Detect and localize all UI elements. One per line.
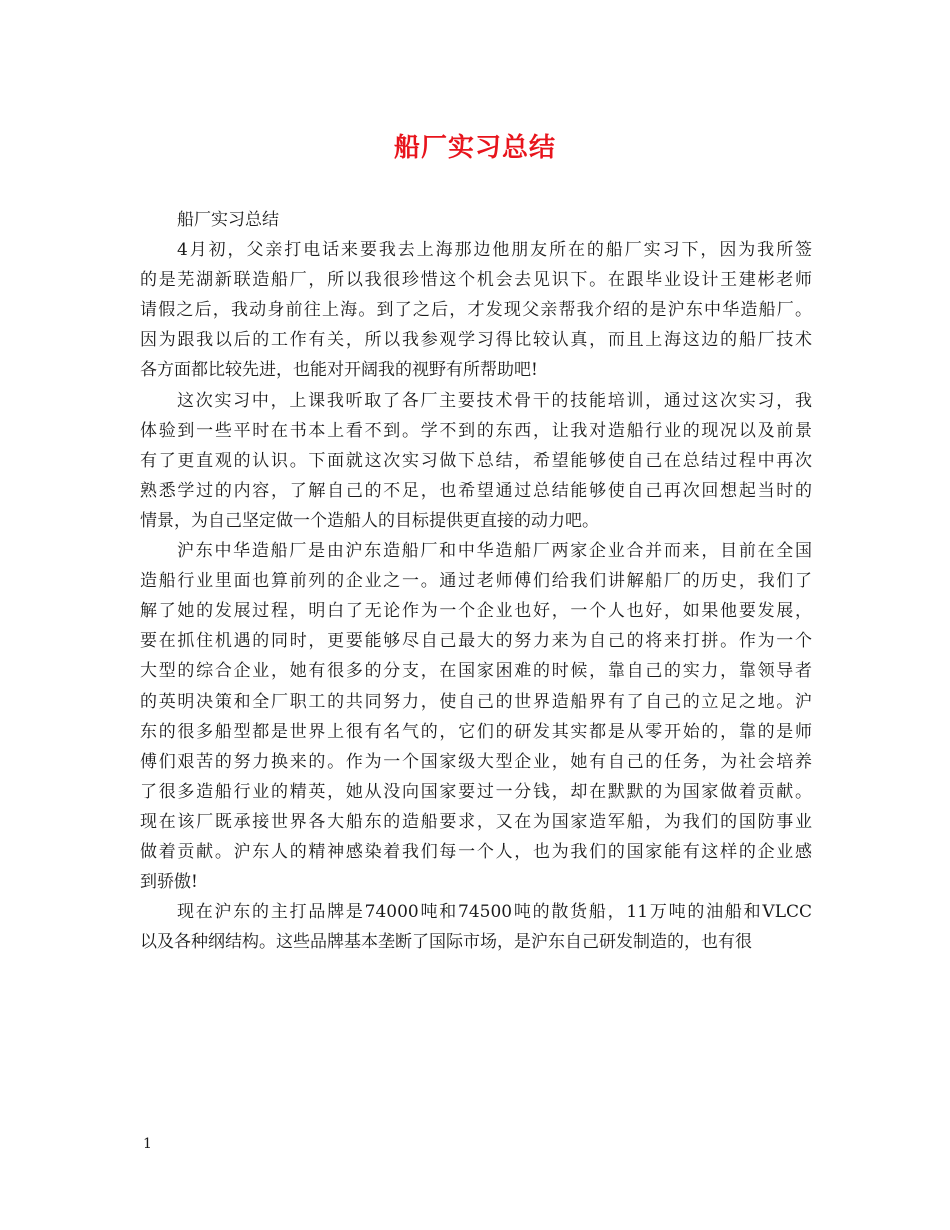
paragraph-line: 的是芜湖新联造船厂，所以我很珍惜这个机会去见识下。在跟毕业设计王建彬老师 xyxy=(140,270,812,291)
paragraph-line: 大型的综合企业，她有很多的分支，在国家困难的时候，靠自己的实力，靠领导者 xyxy=(140,661,812,682)
paragraph-line: 以及各种纲结构。这些品牌基本垄断了国际市场，是沪东自己研发制造的，也有很 xyxy=(140,932,752,953)
paragraph-line: 要在抓住机遇的同时，更要能够尽自己最大的努力来为自己的将来打拼。作为一个 xyxy=(140,631,812,652)
paragraph-line: 傅们艰苦的努力换来的。作为一个国家级大型企业，她有自己的任务，为社会培养 xyxy=(140,751,812,772)
paragraph-line: 解了她的发展过程，明白了无论作为一个企业也好，一个人也好，如果他要发展， xyxy=(140,601,812,622)
paragraph-line: 到骄傲! xyxy=(140,872,198,893)
paragraph-line: 船厂实习总结 xyxy=(177,210,279,230)
document-title: 船厂实习总结 xyxy=(393,133,556,163)
paragraph-line: 现在沪东的主打品牌是74000吨和74500吨的散货船，11万吨的油船和VLCC xyxy=(177,902,812,923)
paragraph xyxy=(140,536,812,897)
paragraph xyxy=(140,205,812,235)
paragraph-line: 的英明决策和全厂职工的共同努力，使自己的世界造船界有了自己的立足之地。沪 xyxy=(140,691,812,712)
paragraph-line: 熟悉学过的内容，了解自己的不足，也希望通过总结能够使自己再次回想起当时的 xyxy=(140,480,812,501)
paragraph-line: 因为跟我以后的工作有关，所以我参观学习得比较认真，而且上海这边的船厂技术 xyxy=(140,330,812,351)
paragraph-line: 了很多造船行业的精英，她从没向国家要过一分钱，却在默默的为国家做着贡献。 xyxy=(140,781,812,802)
document-body xyxy=(140,205,812,957)
paragraph-line: 造船行业里面也算前列的企业之一。通过老师傅们给我们讲解船厂的历史，我们了 xyxy=(140,571,812,592)
paragraph-line: 现在该厂既承接世界各大船东的造船要求，又在为国家造军船，为我们的国防事业 xyxy=(140,811,812,832)
paragraph-line: 这次实习中，上课我听取了各厂主要技术骨干的技能培训，通过这次实习，我 xyxy=(177,390,812,411)
paragraph-line: 体验到一些平时在书本上看不到。学不到的东西，让我对造船行业的现况以及前景 xyxy=(140,420,812,441)
paragraph-line: 各方面都比较先进，也能对开阔我的视野有所帮助吧! xyxy=(140,360,538,381)
paragraph-line: 请假之后，我动身前往上海。到了之后，才发现父亲帮我介绍的是沪东中华造船厂。 xyxy=(140,300,812,321)
page-number: 1 xyxy=(143,1136,152,1152)
paragraph-line: 东的很多船型都是世界上很有名气的，它们的研发其实都是从零开始的，靠的是师 xyxy=(140,721,812,742)
paragraph-line: 做着贡献。沪东人的精神感染着我们每一个人，也为我们的国家能有这样的企业感 xyxy=(140,841,812,862)
paragraph xyxy=(140,235,812,385)
paragraph-line: 4月初，父亲打电话来要我去上海那边他朋友所在的船厂实习下，因为我所签 xyxy=(177,240,812,261)
paragraph-line: 情景，为自己坚定做一个造船人的目标提供更直接的动力吧。 xyxy=(140,510,599,531)
paragraph-line: 有了更直观的认识。下面就这次实习做下总结，希望能够使自己在总结过程中再次 xyxy=(140,450,812,471)
paragraph xyxy=(140,386,812,536)
paragraph-line: 沪东中华造船厂是由沪东造船厂和中华造船厂两家企业合并而来，目前在全国 xyxy=(177,541,812,562)
paragraph xyxy=(140,897,812,957)
